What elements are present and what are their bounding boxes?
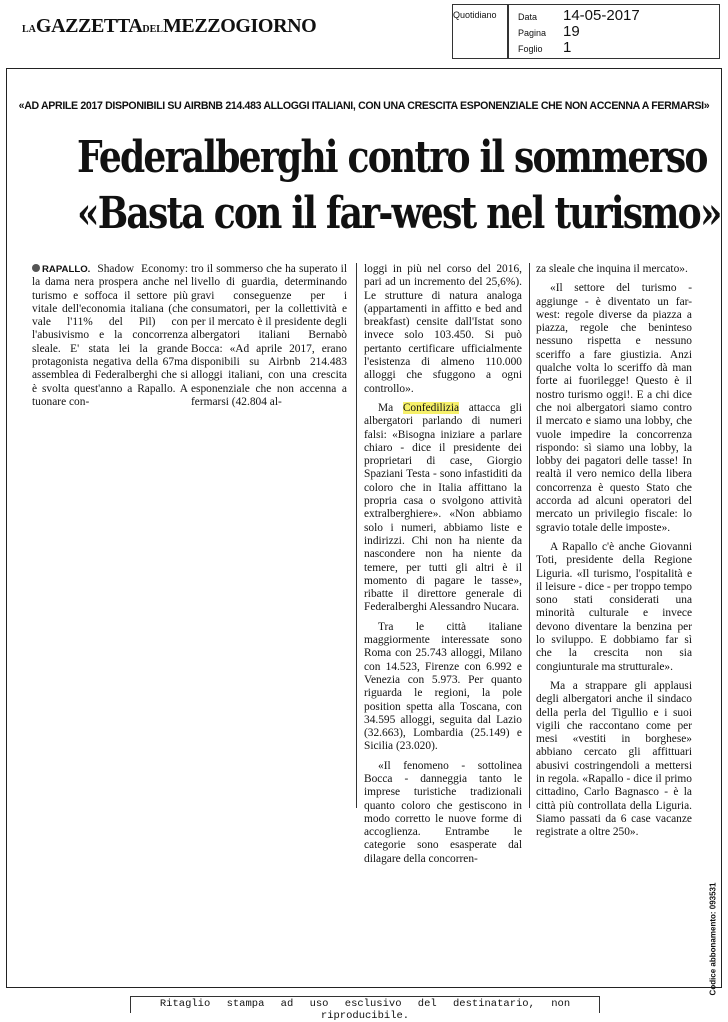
- location-pin-icon: [32, 264, 40, 272]
- pagina-label: Pagina: [518, 28, 547, 38]
- article-column-2: [191, 263, 347, 409]
- column-divider: [356, 263, 357, 808]
- foglio-value: 1: [563, 39, 572, 56]
- reproduction-notice: Ritaglio stampa ad uso esclusivo del destinatario, non riproducibile.: [159, 998, 571, 1022]
- masthead-del: DEL: [142, 24, 163, 35]
- paragraph: [364, 402, 522, 615]
- paragraph: [32, 263, 188, 409]
- paragraph: Ma a strappare gli applausi degli albergatori anche il sindaco della perla del Tigullio e i suoi vigili che raccontano come per mesi «vestiti in borghese» abbiano cercato gli affittuari abusivi costringendoli a mettersi in regola. «Rapallo - dice il primo cittadino, Carlo Bagnasco - è la città più controllata della Liguria. Siamo passati da 6 case vacanze registrate a oltre 250».: [536, 679, 692, 839]
- masthead-mezzogiorno: MEZZOGIORNO: [162, 15, 317, 37]
- foglio-label: Foglio: [518, 44, 543, 54]
- paragraph: «Il fenomeno - sottolinea Bocca - danneggia tanto le imprese turistiche tradizionali quanto coloro che gestiscono in modo corretto le nuove forme di accoglienza. Entrambe le categorie sono esasperate dal dilagare della concorren-: [364, 759, 522, 865]
- masthead-la: LA: [22, 24, 36, 35]
- publication-type: Quotidiano: [453, 10, 497, 20]
- paragraph: tro il sommerso che ha superato il livello di guardia, determinando gravi conseguenze per i consumatori, per la collettività e per il mercato è il presidente degli albergatori italiani Bernabò Bocca: «Ad aprile 2017, erano disponibili su Airbnb 214.483 alloggi italiani, con una crescita esponenziale che non accenna a fermarsi (42.804 al-: [191, 263, 347, 408]
- paragraph-text: attacca gli albergatori parlando di numeri falsi: «Bisogna iniziare a parlare chiaro - dice il presidente dei proprietari di case, Giorgio Spaziani Testa - sono infastiditi da coloro che in Italia affittano la propria casa o svolgono attività extralberghiere». «Non abbiamo solo i numeri, abbiamo liste e indirizzi. Chi non ha niente da nascondere non ha niente da temere, per tutti gli altri è il momento di pagare le tasse», ribatte il direttore generale di Federalberghi Alessandro Nucara.: [364, 401, 522, 614]
- subscription-code-text: Codice abbonamento: 093531: [708, 882, 718, 996]
- paragraph-text: Shadow Economy: la dama nera prospera anche nel turismo e soffoca il settore più vitale dell'economia italiana (che vale l'11% del Pil) con l'abusivismo e la concorrenza sleale. E' stata lei la grande protagonista negativa della 67ma assemblea di Federalberghi che si è svolta quest'anno a Rapallo. A tuonare con-: [32, 263, 188, 408]
- article-title-line-1: Federalberghi contro il sommerso: [77, 132, 707, 183]
- paragraph: loggi in più nel corso del 2016, pari ad un incremento del 25,6%). Le strutture di natura analoga (appartamenti in affitto e bed and breakfast) censite dall'Istat sono invece solo 103.450. Si può pertanto certificare ufficialmente l'esistenza di almeno 110.000 alloggi che sfuggono a ogni controllo».: [364, 263, 522, 395]
- paragraph: A Rapallo c'è anche Giovanni Toti, presidente della Regione Liguria. «Il turismo, l'ospitalità e il leisure - dice - per troppo tempo sono stati considerati una minorità culturale e invece devono diventare la benzina per lo sviluppo. E dobbiamo far sì che la crescita non sia congiunturale ma strutturale».: [536, 540, 692, 673]
- paragraph: «Il settore del turismo - aggiunge - è diventato un far-west: regole diverse da piazza a piazza, regole che beninteso nessuno rispetta e nessuno sceriffo a fare giustizia. Anzi qualche volta lo sceriffo dà man forte ai fuorilegge! Questo è il nostro turismo oggi!. E a chi dice che noi albergatori siamo contro il mercato e siamo una lobby, che vuole impedire la concorrenza rispondo: sì siamo una lobby, la lobby dei pagatori delle tasse! In realtà il vero nemico della libera concorrenza è questo Stato che accorda ad alcuni operatori del mercato un privilegio fiscale: lo sgravio totale delle imposte».: [536, 282, 692, 534]
- article-column-4: [536, 263, 692, 839]
- paragraph: Tra le città italiane maggiormente interessate sono Roma con 25.743 alloggi, Milano con 14.523, Firenze con 6.992 e Venezia con 5.973. Per quanto riguarda le regioni, la pole position spetta alla Toscana, con 34.595 alloggi, seguita dal Lazio (32.663), Lombardia (25.149) e Sicilia (23.020).: [364, 620, 522, 753]
- masthead-logo: [22, 15, 316, 38]
- masthead-gazzetta: GAZZETTA: [35, 15, 143, 37]
- article-kicker: «AD APRILE 2017 DISPONIBILI SU AIRBNB 214.483 ALLOGGI ITALIANI, CON UNA CRESCITA ESPONENZIALE CHE NON ACCENNA A FERMARSI»: [18, 100, 710, 112]
- column-divider: [529, 263, 530, 808]
- data-label: Data: [518, 12, 538, 22]
- article-column-1: [32, 263, 188, 409]
- subscription-code: [707, 882, 719, 996]
- article-title-line-2: «Basta con il far-west nel turismo»: [77, 188, 721, 239]
- paragraph-text: Ma: [378, 401, 403, 414]
- dateline: RAPALLO.: [42, 264, 91, 275]
- article-column-3: [364, 263, 522, 866]
- paragraph: za sleale che inquina il mercato».: [536, 263, 688, 275]
- highlighted-term: Confedilizia: [402, 401, 460, 414]
- pagina-value: 19: [563, 23, 580, 40]
- data-value: 14-05-2017: [563, 7, 640, 24]
